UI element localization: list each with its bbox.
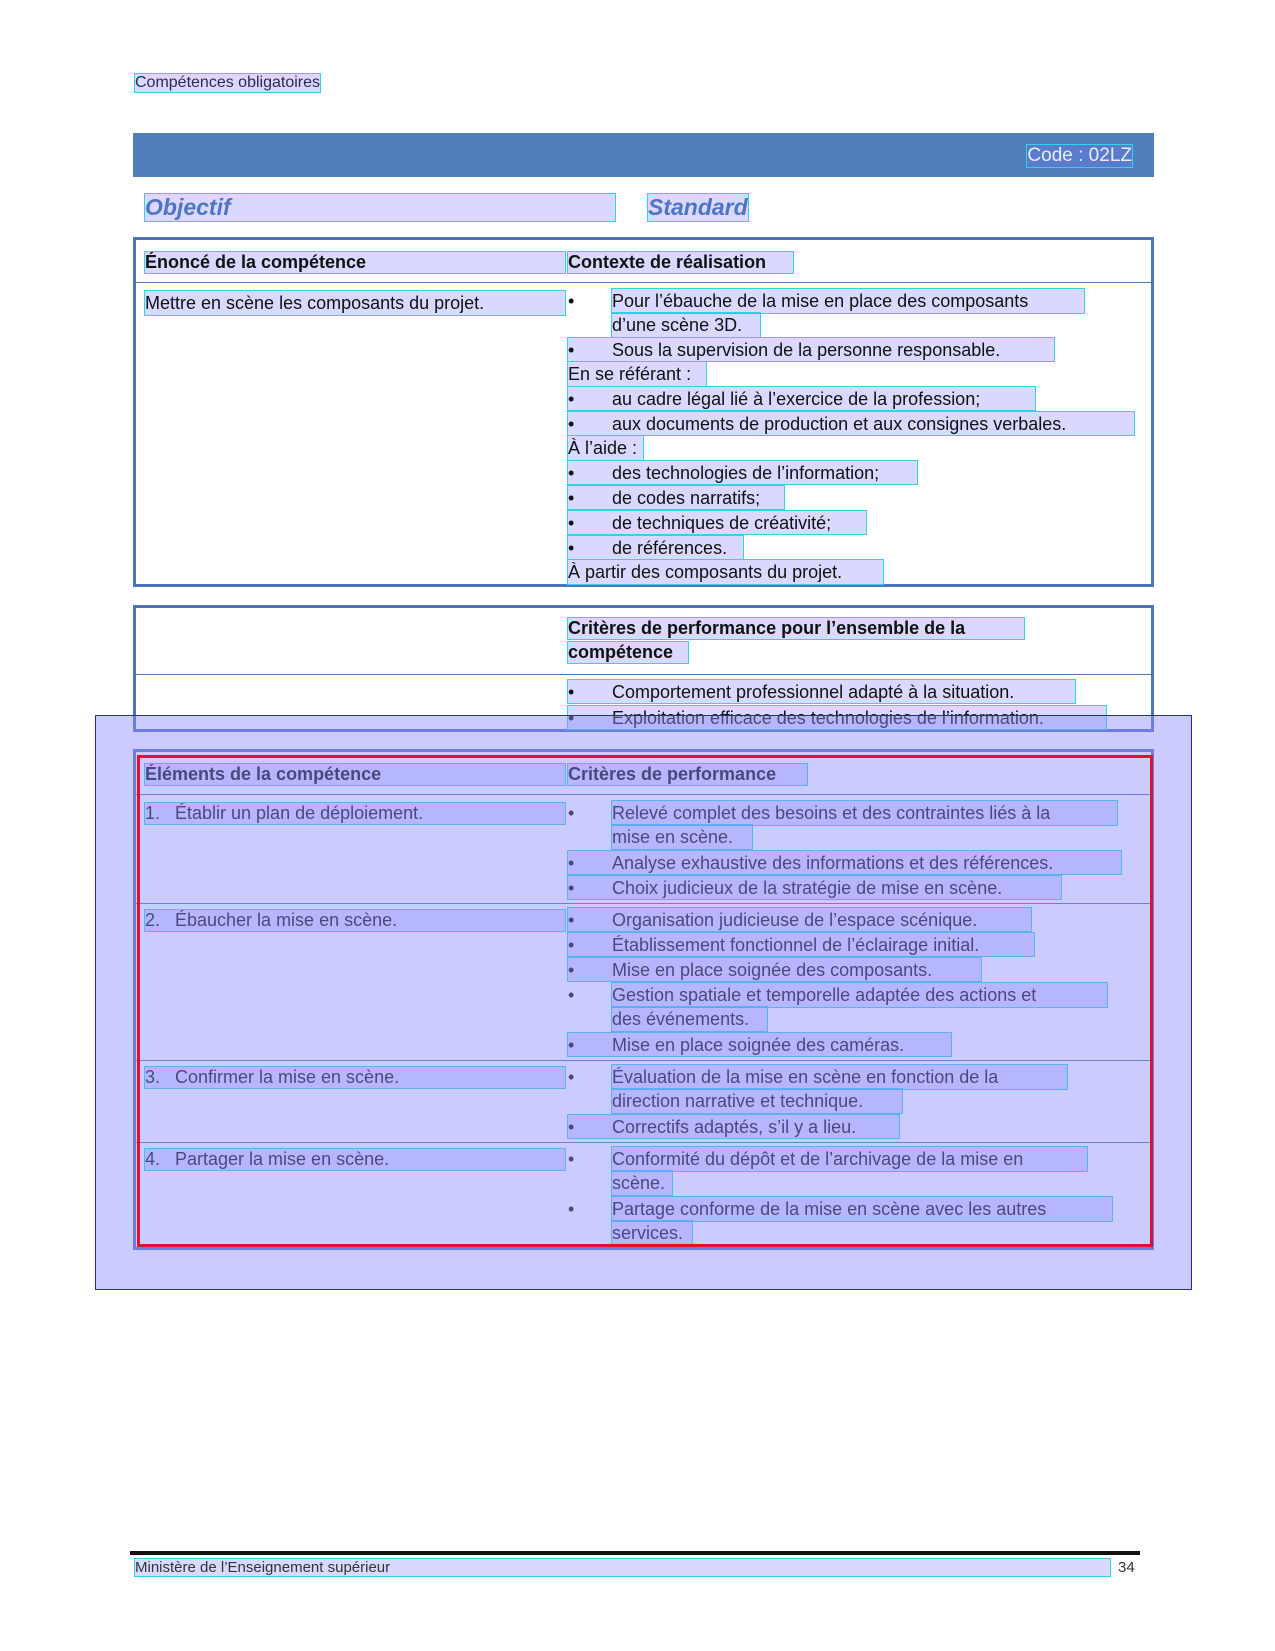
competency-statement: Mettre en scène les composants du projet. xyxy=(145,291,565,315)
context-bullet xyxy=(568,387,1035,410)
criterion-text: Analyse exhaustive des informations et des références. xyxy=(612,853,1054,873)
bullet-dot-icon: • xyxy=(568,488,575,508)
criterion-text-cont: services. xyxy=(612,1221,692,1245)
context-bullet xyxy=(568,461,917,484)
criterion-text-cont: mise en scène. xyxy=(612,825,752,849)
criterion-text-cont: direction narrative et technique. xyxy=(612,1089,902,1113)
page-header: Compétences obligatoires xyxy=(135,74,320,91)
criterion-text: Partage conforme de la mise en scène avec les autres xyxy=(612,1197,1112,1221)
criterion-text: Comportement professionnel adapté à la situation. xyxy=(612,682,1015,702)
context-bullet xyxy=(568,412,1134,435)
bullet-dot-icon: • xyxy=(568,910,575,930)
bullet-dot-icon: • xyxy=(568,803,575,823)
criterion-text: Mise en place soignée des caméras. xyxy=(612,1035,905,1055)
bullet-dot-icon: • xyxy=(568,935,575,955)
context-text: de codes narratifs; xyxy=(612,488,761,508)
context-closing: À partir des composants du projet. xyxy=(568,560,883,584)
code-bar xyxy=(133,133,1154,177)
context-bullet xyxy=(568,338,1054,361)
context-text-cont: d’une scène 3D. xyxy=(612,313,760,337)
row-divider xyxy=(136,674,1151,675)
context-text: de techniques de créativité; xyxy=(612,513,832,533)
footer-rule xyxy=(130,1551,1140,1555)
context-text: au cadre légal lié à l’exercice de la profession; xyxy=(612,389,981,409)
footer-ministry: Ministère de l’Enseignement supérieur xyxy=(135,1559,1110,1576)
page-number: 34 xyxy=(1118,1559,1135,1576)
performance-header: Critères de performance xyxy=(568,764,807,785)
element-number: 3. xyxy=(145,1067,161,1087)
bullet-dot-icon: • xyxy=(568,878,575,898)
element-label: Confirmer la mise en scène. xyxy=(175,1067,400,1087)
bullet-dot-icon: • xyxy=(568,414,575,434)
element-number: 1. xyxy=(145,803,161,823)
bullet-dot-icon: • xyxy=(568,985,575,1005)
bullet-dot-icon: • xyxy=(568,682,575,702)
statement-header: Énoncé de la compétence xyxy=(145,252,565,273)
global-criteria-header: Critères de performance pour l’ensemble de la xyxy=(568,618,1024,639)
bullet-dot-icon: • xyxy=(568,291,575,311)
criterion-text: Organisation judicieuse de l’espace scénique. xyxy=(612,910,978,930)
context-text: Pour l’ébauche de la mise en place des composants xyxy=(612,289,1084,313)
criterion-text: Mise en place soignée des composants. xyxy=(612,960,933,980)
bullet-dot-icon: • xyxy=(568,513,575,533)
element-label: Ébaucher la mise en scène. xyxy=(175,910,398,930)
element-number: 4. xyxy=(145,1149,161,1169)
context-text: de références. xyxy=(612,538,728,558)
criterion-text: Évaluation de la mise en scène en fonction de la xyxy=(612,1065,1067,1089)
context-text: Sous la supervision de la personne responsable. xyxy=(612,340,1001,360)
bullet-dot-icon: • xyxy=(568,538,575,558)
element-label: Partager la mise en scène. xyxy=(175,1149,390,1169)
criterion-text-cont: scène. xyxy=(612,1171,672,1195)
row-divider xyxy=(136,282,1151,283)
criterion-text: Gestion spatiale et temporelle adaptée des actions et xyxy=(612,983,1107,1007)
criterion-text: Exploitation efficace des technologies de l’information. xyxy=(612,708,1044,728)
context-bullet xyxy=(568,536,743,559)
bullet-dot-icon: • xyxy=(568,1117,575,1137)
criterion-text: Établissement fonctionnel de l’éclairage initial. xyxy=(612,935,980,955)
context-header: Contexte de réalisation xyxy=(568,252,793,273)
criterion-text: Conformité du dépôt et de l’archivage de la mise en xyxy=(612,1147,1087,1171)
element-number: 2. xyxy=(145,910,161,930)
criterion-text: Choix judicieux de la stratégie de mise en scène. xyxy=(612,878,1003,898)
bullet-dot-icon: • xyxy=(568,340,575,360)
bullet-dot-icon: • xyxy=(568,853,575,873)
bullet-dot-icon: • xyxy=(568,1035,575,1055)
bullet-dot-icon: • xyxy=(568,1199,575,1219)
bullet-dot-icon: • xyxy=(568,463,575,483)
bullet-dot-icon: • xyxy=(568,1067,575,1087)
criterion-text-cont: des événements. xyxy=(612,1007,767,1031)
elements-header: Éléments de la compétence xyxy=(145,764,565,785)
reference-intro: En se référant : xyxy=(568,362,706,386)
global-criteria-header-cont: compétence xyxy=(568,642,688,663)
context-bullet xyxy=(568,486,784,509)
context-bullet xyxy=(568,289,1088,337)
aid-intro: À l’aide : xyxy=(568,436,643,460)
competency-code: Code : 02LZ xyxy=(1027,145,1132,166)
criterion-text: Relevé complet des besoins et des contraintes liés à la xyxy=(612,801,1117,825)
bullet-dot-icon: • xyxy=(568,960,575,980)
context-text: des technologies de l’information; xyxy=(612,463,880,483)
section-objectif: Objectif xyxy=(145,194,615,221)
criterion-text: Correctifs adaptés, s’il y a lieu. xyxy=(612,1117,857,1137)
bullet-dot-icon: • xyxy=(568,1149,575,1169)
context-bullet xyxy=(568,511,866,534)
element-label: Établir un plan de déploiement. xyxy=(175,803,424,823)
bullet-dot-icon: • xyxy=(568,708,575,728)
bullet-dot-icon: • xyxy=(568,389,575,409)
context-text: aux documents de production et aux consignes verbales. xyxy=(612,414,1067,434)
highlight-box xyxy=(137,755,1153,1247)
section-standard: Standard xyxy=(648,194,748,220)
global-criterion xyxy=(568,680,1075,703)
